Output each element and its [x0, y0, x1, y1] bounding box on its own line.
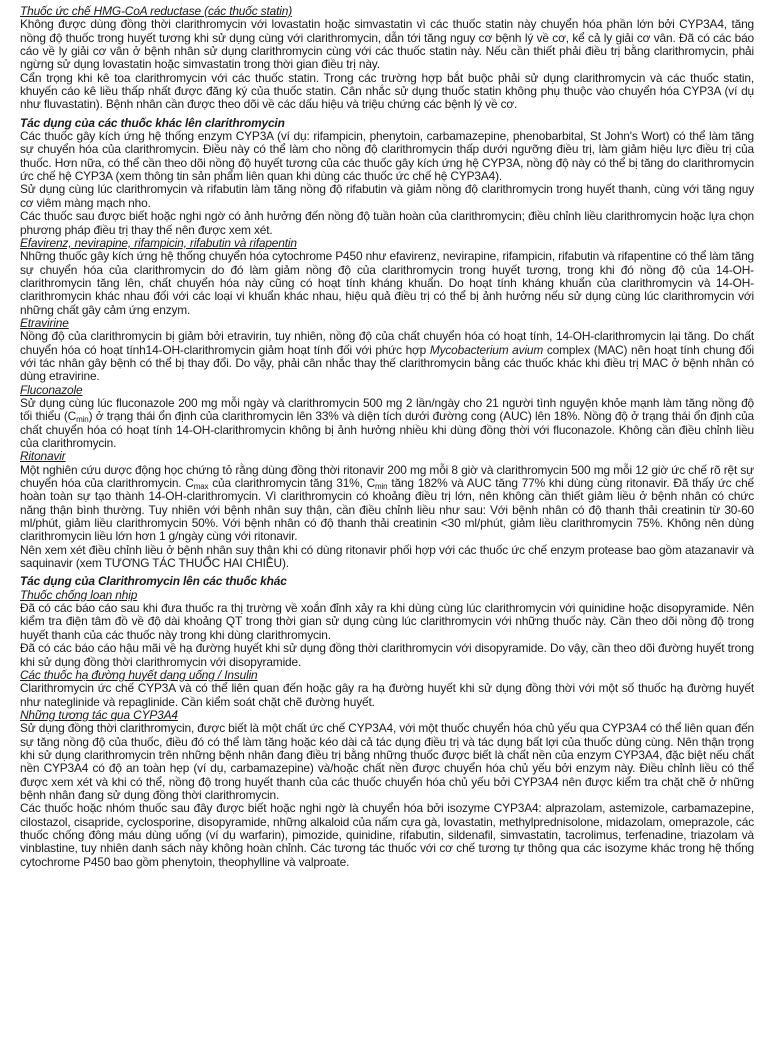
italic-term: Mycobacterium avium — [429, 342, 544, 357]
section-heading: Tác dụng của Clarithromycin lên các thuốc khác — [20, 574, 287, 589]
paragraph: Nồng độ của clarithromycin bị giảm bởi etravirin, tuy nhiên, nồng độ của chất chuyển hóa có hoạt tính, 14-OH-clarithromycin lại tăng. Do chất chuyển hóa có hoạt tính14-OH-clarithromycin giảm hoạt tính đối với phức hợp Mycobacterium avium complex (MAC) nên hoạt tính chung đối với tác nhân gây bệnh có thể bị thay đổi. Do vậy, phải cân nhắc thay thế clarithromycin bằng các thuốc khác khi điều trị MAC ở bệnh nhân có dùng etravirine. — [20, 329, 755, 384]
paragraph: Sử dụng đồng thời clarithromycin, được biết là một chất ức chế CYP3A4, với một thuốc chuyển hóa chủ yếu qua CYP3A4 có thể liên quan đến sự tăng nồng độ của thuốc, điều đó có thể làm tăng hoặc kéo dài cả tác dụng điều trị và tác dụng bất lợi của thuốc dùng cùng. Nên thận trọng khi sử dụng clarithromycin trên những bệnh nhân đang điều trị bằng những thuốc được biết là chất nền của enzym CYP3A4, đặc biệt nếu chất nền CYP3A4 có độ an toàn hẹp (ví dụ, carbamazepine) và/hoặc chất nền được chuyển hóa chủ yếu bởi enzym này. Điều chỉnh liều có thể được xem xét và khi có thể, nồng độ trong huyết thanh của các thuốc chuyển hóa chủ yếu bởi CYP3A4 nên được kiểm tra chặt chẽ ở những bệnh nhân đang sử dụng đồng thời clarithromycin. — [20, 721, 754, 802]
paragraph: Đã có các báo cáo sau khi đưa thuốc ra thị trường về xoắn đỉnh xảy ra khi dùng cùng lúc clarithromycin với quinidine hoặc disopyramide. Nên kiểm tra điện tâm đồ về độ dài khoảng QT trong thời gian sử dụng cùng lúc clarithromycin với những thuốc này. Cần theo dõi nồng độ trong huyết thanh của các thuốc này trong khi dùng clarithromycin. — [20, 601, 754, 642]
paragraph: Những thuốc gây kích ứng hệ thống chuyển hóa cytochrome P450 như efavirenz, nevirapine, rifampicin, rifabutin và rifapentine có thể làm tăng sự chuyển hóa của clarithromycin do đó làm giảm nồng độ của clarithromycin trong huyết tương, trong khi đó nồng độ của 14-OH-clarithromycin tăng lên, chất chuyển hóa này cũng có hoạt tính kháng khuẩn. Do hoạt tính kháng khuẩn của clarithromycin và 14-OH-clarithromycin khác nhau đối với các loại vi khuẩn khác nhau, hiệu quả điều trị có thể bị ảnh hưởng nếu sử dụng cùng lúc clarithromycin với những chất gây cảm ứng enzym. — [20, 249, 754, 317]
paragraph: Cẩn trọng khi kê toa clarithromycin với các thuốc statin. Trong các trường hợp bắt buộc phải sử dụng clarithromycin và các thuốc statin, khuyến cáo kê liều thấp nhất được đăng ký của thuốc statin. Cân nhắc sử dụng thuốc statin không phụ thuộc vào chuyển hóa CYP3A (ví dụ như fluvastatin). Bệnh nhân cần được theo dõi về các dấu hiệu và triệu chứng các bệnh lý về cơ. — [20, 70, 754, 112]
subsection-title: Thuốc chống loạn nhịp — [20, 587, 138, 602]
paragraph: Sử dụng cùng lúc fluconazole 200 mg mỗi ngày và clarithromycin 500 mg 2 lần/ngày cho 21 người tình nguyện khỏe mạnh làm tăng nồng độ tối thiểu $(C_{min})$ ở trạng thái ổn định của clarithromycin lên 33% và diện tích dưới đường cong (AUC) lên 18%. Nồng độ ở trạng thái ổn định của chất chuyển hóa có hoạt tính 14-OH-clarithromycin không bị ảnh hưởng nhiều khi dùng đồng thời với fluconazole. Không cần điều chỉnh liều của clarithromycin. — [20, 395, 754, 450]
paragraph: Một nghiên cứu dược động học chứng tỏ rằng dùng đồng thời ritonavir 200 mg mỗi 8 giờ và clarithromycin 500 mg mỗi 12 giờ ức chế rõ rệt sự chuyển hóa của clarithromycin. $C_{max}$ của clarithromycin tăng 31%, $C_{min}$ tăng 182% và AUC tăng 77% khi dùng cùng ritonavir. Đã thấy ức chế hoàn toàn sự tạo thành 14-OH-clarithromycin. Vì clarithromycin có khoảng điều trị lớn, nên không cần thiết giảm liều ở bệnh nhân có chức năng thận bình thường. Tuy nhiên với bệnh nhân suy thận, cần điều chỉnh liều như sau: Với bệnh nhân có độ thanh thải creatinin từ 30-60 ml/phút, giảm liều clarithromycin 50%. Với bệnh nhân có độ thanh thải creatinin <30 ml/phút, giảm liều clarithromycin 75%. Không nên dùng clarithromycin liều lớn hơn 1 g/ngày cùng với ritonavir. — [20, 462, 755, 544]
subsection-title: Những tương tác qua CYP3A4 — [20, 707, 178, 722]
paragraph: Clarithromycin ức chế CYP3A và có thể liên quan đến hoặc gây ra hạ đường huyết khi sử dụng đồng thời với một số thuốc hạ đường huyết như nateglinide và repaglinide. Cần kiểm soát chặt chẽ đường huyết. — [20, 681, 754, 709]
paragraph: Không được dùng đồng thời clarithromycin với lovastatin hoặc simvastatin vì các thuốc statin này chuyển hóa phần lớn bởi CYP3A4, tăng nồng độ thuốc trong huyết tương khi sử dụng cùng với clarithromycin, dẫn tới tăng nguy cơ bệnh lý về cơ, kể cả ly giải cơ vân. Đã có các báo cáo về ly giải cơ vân ở bệnh nhân sử dụng clarithromycin cùng với các thuốc statin này. Nếu cần thiết phải điều trị bằng clarithromycin, phải ngừng sử dụng lovastatin hoặc simvastatin trong thời gian điều trị này. — [20, 17, 754, 72]
paragraph: Nên xem xét điều chỉnh liều ở bệnh nhân suy thận khi có dùng ritonavir phối hợp với các thuốc ức chế enzym protease bao gồm atazanavir và saquinavir (xem TƯƠNG TÁC THUỐC HAI CHIỀU). — [20, 542, 754, 571]
subsection-title: Efavirenz, nevirapine, rifampicin, rifabutin và rifapentin — [20, 235, 297, 250]
paragraph: Đã có các báo cáo hậu mãi về hạ đường huyết khi sử dụng đồng thời clarithromycin với disopyramide. Do vậy, cần theo dõi đường huyết trong khi sử dụng đồng thời clarithromycin với disopyramide. — [20, 641, 754, 669]
subsection-title: Etravirine — [20, 315, 69, 330]
subsection-title: Fluconazole — [20, 382, 83, 397]
paragraph: Các thuốc hoặc nhóm thuốc sau đây được biết hoặc nghi ngờ là chuyển hóa bởi isozyme CYP3A4: alprazolam, astemizole, carbamazepine, cilostazol, cisapride, cyclosporine, disopyramide, những alkaloid của nấm cựa gà, lovastatin, methylprednisolone, midazolam, omeprazole, các thuốc chống đông máu dùng uống (ví dụ warfarin), pimozide, quinidine, rifabutin, sildenafil, simvastatin, tacrolimus, terfenadine, triazolam và vinblastine, tuy nhiên danh sách này không hoàn chỉnh. Các tương tác thuốc với cơ chế tương tự thông qua các isozyme khác trong hệ thống cytochrome P450 bao gồm phenytoin, theophylline và valproate. — [20, 801, 754, 869]
subsection-title: Các thuốc hạ đường huyết dạng uống / Insulin — [20, 667, 258, 682]
paragraph: Các thuốc sau được biết hoặc nghi ngờ có ảnh hưởng đến nồng độ tuần hoàn của clarithromycin; điều chỉnh liều clarithromycin hoặc lựa chọn phương pháp điều trị thay thế nên được xem xét. — [20, 209, 754, 237]
paragraph: Sử dụng cùng lúc clarithromycin và rifabutin làm tăng nồng độ rifabutin và giảm nồng độ clarithromycin trong huyết thanh, cùng với tăng nguy cơ viêm màng mạch nho. — [20, 182, 754, 210]
subsection-title: Ritonavir — [20, 449, 66, 464]
paragraph: Các thuốc gây kích ứng hệ thống enzym CYP3A (ví dụ: rifampicin, phenytoin, carbamazepine, phenobarbital, St John's Wort) có thể làm tăng sự chuyển hóa của clarithromycin. Điều này có thể làm cho nồng độ clarithromycin thấp dưới ngưỡng điều trị, làm giảm hiệu lực điều trị của thuốc. Hơn nữa, có thể cần theo dõi nồng độ huyết tương của các thuốc gây kích ứng hệ CYP3A, nồng độ này có thể bị tăng do clarithromycin ức chế hệ CYP3A (xem thông tin sản phẩm liên quan khi dùng các thuốc ức chế hệ CYP3A4). — [20, 129, 754, 184]
statin-section-title: Thuốc ức chế HMG-CoA reductase (các thuốc statin) — [20, 4, 293, 18]
section-heading: Tác dụng của các thuốc khác lên clarithromycin — [20, 115, 285, 130]
